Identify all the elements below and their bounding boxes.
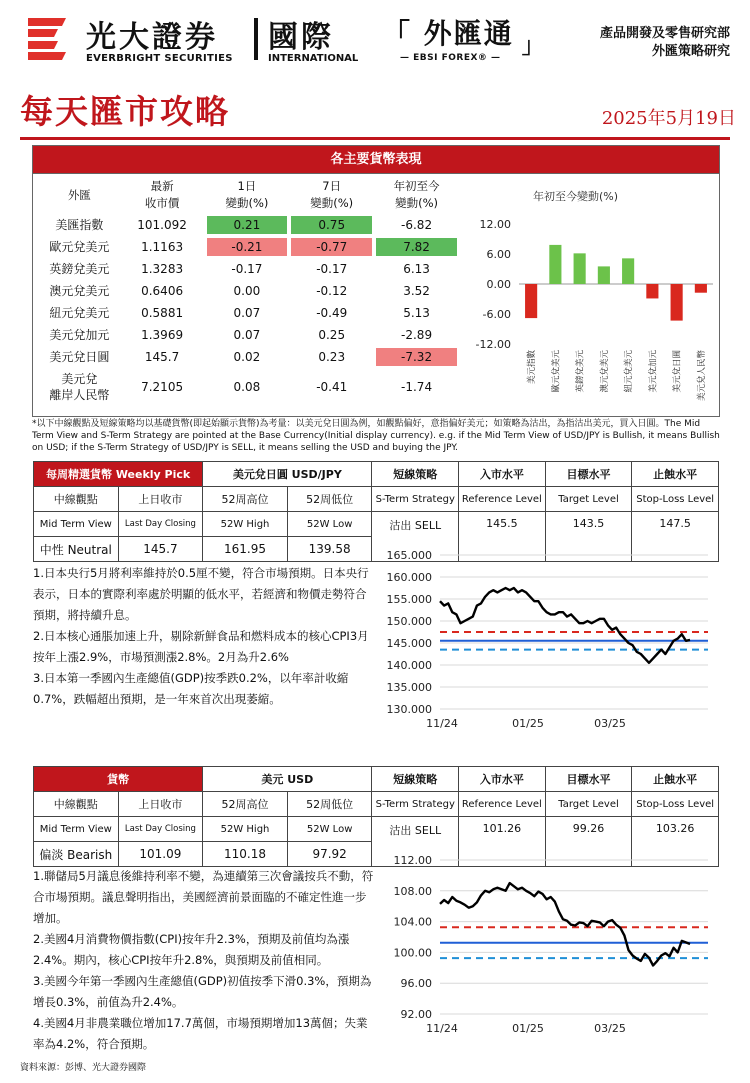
table-cell: -2.89 (401, 328, 433, 342)
x-tick-label: 歐元兌美元 (551, 350, 562, 393)
high52-header-en: 52W High (203, 512, 288, 537)
table-header: 7日 變動(%) (310, 179, 354, 210)
commentary-paragraph: 4.美國4月非農業職位增加17.7萬個，市場預期增加13萬個；失業率為4.2%，符合預期。 (33, 1016, 368, 1051)
table-cell: 0.21 (205, 214, 290, 236)
x-tick-label: 11/24 (426, 717, 458, 730)
stop-header-en: Stop-Loss Level (632, 487, 719, 512)
table-row (39, 214, 459, 236)
close-header: 上日收市 (118, 792, 203, 817)
high52-header-en: 52W High (203, 817, 288, 842)
target-header-en: Target Level (545, 487, 632, 512)
table-cell: 3.52 (403, 284, 430, 298)
target-value: 143.5 (545, 512, 632, 562)
table-cell: -0.77 (289, 236, 374, 258)
table-cell: -0.49 (316, 306, 348, 320)
target-header: 目標水平 (545, 767, 632, 792)
table-cell: -0.12 (316, 284, 348, 298)
team-name: 外匯策略研究 (651, 44, 730, 59)
low52-header-en: 52W Low (287, 817, 372, 842)
y-tick-label: 108.00 (393, 884, 432, 898)
currency-pair-name: 澳元兌美元 (49, 284, 110, 298)
close-header: 上日收市 (118, 487, 203, 512)
y-tick-label: 145.000 (386, 637, 432, 650)
currency-table (39, 176, 459, 406)
low52-value: 139.58 (287, 537, 372, 562)
strategy-header-en: S-Term Strategy (372, 792, 459, 817)
commentary-paragraph: 1.聯儲局5月議息後維持利率不變，為連續第三次會議按兵不動，符合市場預期。議息聲明指出，美國經濟前景面臨的不確定性進一步增加。 (33, 869, 374, 925)
y-tick-label: 130.000 (386, 703, 432, 716)
target-value: 99.26 (545, 817, 632, 867)
table-cell: 7.82 (374, 236, 459, 258)
strategy-header-en: S-Term Strategy (372, 487, 459, 512)
bar (525, 284, 537, 318)
mid-view-header-en: Mid Term View (34, 817, 119, 842)
target-header-en: Target Level (545, 792, 632, 817)
x-tick-label: 01/25 (512, 717, 544, 730)
table-cell: 1.3283 (141, 262, 184, 276)
strategy-value: 沽出 SELL (372, 817, 459, 867)
close-value: 101.09 (118, 842, 203, 867)
commentary-paragraph: 3.日本第一季國內生產總值(GDP)按季跌0.2%，以年率計收縮0.7%，跌幅超出預期，是一年來首次出現萎縮。 (33, 671, 349, 706)
y-tick-label: 100.00 (393, 946, 432, 960)
y-tick-label: -12.00 (475, 338, 511, 351)
mid-view-header: 中線觀點 (34, 792, 119, 817)
y-tick-label: 165.000 (386, 549, 432, 562)
table-cell: 5.13 (403, 306, 430, 320)
table-cell: -0.17 (316, 262, 348, 276)
table-cell: 0.08 (233, 380, 261, 394)
stop-header-en: Stop-Loss Level (632, 792, 719, 817)
x-tick-label: 英鎊兌美元 (575, 350, 586, 393)
table-row (39, 258, 459, 280)
report-date: 2025年5月19日 (601, 108, 736, 129)
product-name-cn: 「 外匯通 $_」$ (382, 17, 546, 59)
x-tick-label: 紐元兌美元 (624, 350, 635, 393)
table-row (39, 324, 459, 346)
table-row (39, 236, 459, 258)
entry-header-en: Reference Level (459, 487, 546, 512)
mid-view-header-en: Mid Term View (34, 512, 119, 537)
high52-value: 161.95 (203, 537, 288, 562)
table-cell: -0.17 (231, 262, 263, 276)
high52-value: 110.18 (203, 842, 288, 867)
currency-pair-name: 紐元兌美元 (49, 306, 110, 320)
y-tick-label: 150.000 (386, 615, 432, 628)
bar (646, 284, 658, 298)
base-currency-note: *以下中線觀點及短線策略均以基礎貨幣(即起始顯示貨幣)為考量：以美元兌日圓為例，如觀點偏好，意指偏好美元；如策略為沽出，為指沽出美元，買入日圓。The Mid Term View and S-Term Strategy are pointed at the Base Currency(Initial display currency). e.g. if the Mid Term View of USD/JPY is Bullish, it means Bullish on USD; if the S-Term Strategy of USD/JPY is SELL, it means selling the USD and buying the JPY. (32, 419, 720, 453)
ytd-bar-chart (463, 182, 719, 414)
table-cell: -0.21 (205, 236, 290, 258)
mid-view-header: 中線觀點 (34, 487, 119, 512)
stop-header: 止蝕水平 (632, 462, 719, 487)
table-cell: -0.41 (316, 380, 348, 394)
table-cell: 0.07 (233, 328, 261, 342)
stop-value: 103.26 (632, 817, 719, 867)
header-divider (254, 18, 258, 60)
brand-name-cn: 光大證券 (86, 20, 218, 55)
commentary-paragraph: 2.日本核心通脹加速上升，剔除新鮮食品和燃料成本的核心CPI3月按年上漲2.9%，市場預測漲2.8%。2月為升2.6% (33, 629, 369, 664)
weekly-pick-label: 每周精選貨幣 Weekly Pick (34, 462, 203, 487)
y-tick-label: 135.000 (386, 681, 432, 694)
pair-name: 美元兌日圓 USD/JPY (203, 462, 372, 487)
table-row (39, 368, 459, 406)
table-cell: 145.7 (144, 350, 180, 364)
commentary-paragraph: 3.美國今年第一季國內生產總值(GDP)初值按季下滑0.3%，預期為增長0.3%，前值為升2.4%。 (33, 974, 372, 1009)
table-cell: -6.82 (401, 218, 433, 232)
usd-commentary (33, 866, 375, 1055)
bar (598, 266, 610, 284)
x-tick-label: 澳元兌美元 (599, 350, 610, 393)
table-header: 年初至今 變動(%) (393, 179, 440, 210)
low52-header: 52周低位 (287, 792, 372, 817)
x-tick-label: 美元兌加元 (648, 350, 659, 393)
table-cell: 0.23 (318, 350, 346, 364)
table-header: 1日 變動(%) (225, 179, 269, 210)
strategy-value: 沽出 SELL (372, 512, 459, 562)
price-series-line (440, 883, 690, 965)
usdjpy-line-chart (378, 543, 720, 735)
table-cell: -7.32 (374, 346, 459, 368)
x-tick-label: 03/25 (594, 717, 626, 730)
stop-header: 止蝕水平 (632, 767, 719, 792)
target-header: 目標水平 (545, 462, 632, 487)
close-header-en: Last Day Closing (118, 817, 203, 842)
currency-name: 美元 USD (203, 767, 372, 792)
page-title: 每天匯市攻略 (20, 92, 230, 131)
currency-overview-panel (32, 145, 720, 417)
low52-value: 97.92 (287, 842, 372, 867)
usdjpy-commentary (33, 563, 375, 710)
y-tick-label: 6.00 (486, 248, 511, 261)
international-en: INTERNATIONAL (268, 53, 359, 64)
x-tick-label: 美元兌人民幣 (696, 350, 707, 402)
table-cell: 0.07 (233, 306, 261, 320)
entry-header: 入市水平 (459, 462, 546, 487)
high52-header: 52周高位 (203, 487, 288, 512)
y-tick-label: 12.00 (479, 218, 511, 231)
x-tick-label: 美元指數 (527, 350, 538, 385)
currency-pair-name: 美元兌 離岸人民幣 (49, 372, 110, 402)
international-cn: 國際 (268, 20, 334, 55)
stop-value: 147.5 (632, 512, 719, 562)
x-tick-label: 01/25 (512, 1022, 544, 1035)
currency-pair-name: 英鎊兌美元 (49, 262, 110, 276)
commentary-paragraph: 2.美國4月消費物價指數(CPI)按年升2.3%，預期及前值均為漲2.4%。期內，核心CPI按年升2.8%，與預期及前值相同。 (33, 932, 350, 967)
currency-pair-name: 美元兌日圓 (49, 350, 110, 364)
table-header: 最新 收市價 (144, 179, 180, 210)
currency-pair-name: 美匯指數 (55, 218, 104, 232)
table-cell: -1.74 (401, 380, 433, 394)
department-name: 產品開發及零售研究部 (599, 26, 730, 41)
close-value: 145.7 (118, 537, 203, 562)
table-cell: 0.6406 (141, 284, 184, 298)
chart-title: 年初至今變動(%) (533, 190, 619, 203)
y-tick-label: 160.000 (386, 571, 432, 584)
bar (574, 253, 586, 284)
entry-value: 101.26 (459, 817, 546, 867)
strategy-header: 短線策略 (372, 462, 459, 487)
y-tick-label: -6.00 (482, 308, 511, 321)
data-source: 資料來源：彭博、光大證券國際 (20, 1063, 147, 1073)
currency-pair-name: 歐元兌美元 (49, 240, 110, 254)
currency-label: 貨幣 (34, 767, 203, 792)
product-name-en: — EBSI FOREX® — (400, 53, 501, 63)
table-cell: 6.13 (403, 262, 430, 276)
brand-name-en: EVERBRIGHT SECURITIES (86, 53, 233, 64)
y-tick-label: 96.00 (400, 977, 432, 991)
commentary-paragraph: 1.日本央行5月將利率維持於0.5厘不變，符合市場預期。日本央行表示，日本的實際利率處於明顯的低水平，若經濟和物價走勢符合預期，將持續升息。 (33, 566, 369, 622)
y-tick-label: 92.00 (400, 1008, 432, 1021)
table-cell: 0.5881 (141, 306, 184, 320)
y-tick-label: 112.00 (393, 854, 432, 867)
y-tick-label: 140.000 (386, 659, 432, 672)
table-header: 外匯 (67, 187, 91, 202)
y-tick-label: 0.00 (486, 278, 511, 291)
high52-header: 52周高位 (203, 792, 288, 817)
table-cell: 0.00 (233, 284, 261, 298)
everbright-logo-icon (22, 14, 72, 64)
strategy-header: 短線策略 (372, 767, 459, 792)
x-tick-label: 11/24 (426, 1022, 458, 1035)
currency-pair-name: 美元兌加元 (49, 328, 110, 342)
table-cell: 1.1163 (141, 240, 184, 254)
low52-header-en: 52W Low (287, 512, 372, 537)
x-tick-label: 03/25 (594, 1022, 626, 1035)
entry-header: 入市水平 (459, 767, 546, 792)
table-cell: 0.75 (289, 214, 374, 236)
bar (695, 284, 707, 293)
y-tick-label: 104.00 (393, 915, 432, 929)
overview-banner: 各主要貨幣表現 (33, 146, 719, 174)
mid-view-value: 中性 Neutral (34, 537, 119, 562)
table-row (39, 280, 459, 302)
table-cell: 0.02 (233, 350, 261, 364)
table-cell: 101.092 (137, 218, 187, 232)
bar (622, 258, 634, 284)
bar (671, 284, 683, 321)
bar (549, 245, 561, 284)
usd-index-line-chart (378, 848, 720, 1040)
table-cell: 7.2105 (141, 380, 184, 394)
entry-header-en: Reference Level (459, 792, 546, 817)
table-cell: 1.3969 (141, 328, 184, 342)
mid-view-value: 偏淡 Bearish (34, 842, 119, 867)
y-tick-label: 155.000 (386, 593, 432, 606)
table-cell: 0.25 (318, 328, 346, 342)
table-row (39, 346, 459, 368)
entry-value: 145.5 (459, 512, 546, 562)
x-tick-label: 美元兌日圓 (672, 350, 683, 393)
low52-header: 52周低位 (287, 487, 372, 512)
close-header-en: Last Day Closing (118, 512, 203, 537)
title-underline (20, 137, 730, 140)
table-row (39, 302, 459, 324)
